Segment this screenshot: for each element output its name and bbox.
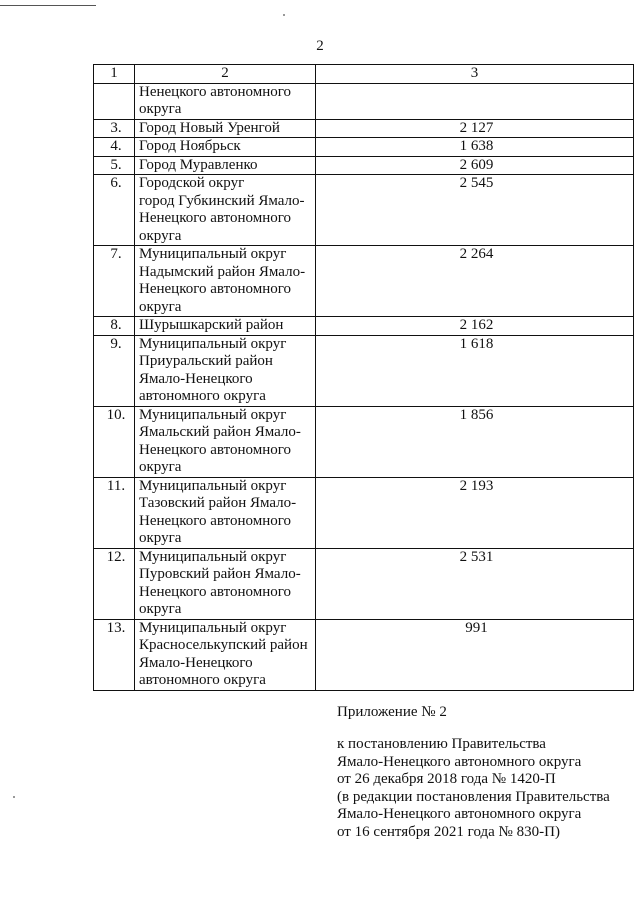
row-value: 991 bbox=[316, 619, 634, 690]
municipality-name: Город Новый Уренгой bbox=[135, 119, 316, 138]
table-row bbox=[94, 406, 634, 477]
table-row bbox=[94, 83, 634, 119]
row-number: 13. bbox=[94, 619, 135, 690]
row-number: 8. bbox=[94, 317, 135, 336]
row-value: 2 545 bbox=[316, 175, 634, 246]
municipality-table bbox=[93, 64, 634, 691]
row-number bbox=[94, 83, 135, 119]
municipality-name: Муниципальный округ Пуровский район Ямало- Ненецкого автономного округа bbox=[135, 548, 316, 619]
row-number: 11. bbox=[94, 477, 135, 548]
row-value bbox=[316, 83, 634, 119]
row-value: 2 531 bbox=[316, 548, 634, 619]
header-col-3: 3 bbox=[316, 65, 634, 84]
header-col-1: 1 bbox=[94, 65, 135, 84]
scan-artifact-line bbox=[0, 5, 96, 6]
table-row bbox=[94, 175, 634, 246]
row-number: 4. bbox=[94, 138, 135, 157]
appendix-line: Ямало-Ненецкого автономного округа bbox=[337, 753, 582, 770]
appendix-reference bbox=[337, 736, 637, 841]
municipality-name: Муниципальный округ Ямальский район Ямало- Ненецкого автономного округа bbox=[135, 406, 316, 477]
row-value: 1 618 bbox=[316, 335, 634, 406]
appendix-line: к постановлению Правительства bbox=[337, 736, 546, 752]
municipality-name: Ненецкого автономного округа bbox=[135, 83, 316, 119]
scan-artifact-dot bbox=[13, 796, 15, 798]
table-row bbox=[94, 477, 634, 548]
header-col-2: 2 bbox=[135, 65, 316, 84]
table-row bbox=[94, 619, 634, 690]
row-number: 10. bbox=[94, 406, 135, 477]
page-number: 2 bbox=[316, 38, 324, 54]
appendix-line: (в редакции постановления Правительства bbox=[337, 788, 610, 805]
row-number: 7. bbox=[94, 246, 135, 317]
row-value: 2 264 bbox=[316, 246, 634, 317]
row-value: 1 856 bbox=[316, 406, 634, 477]
row-value: 2 127 bbox=[316, 119, 634, 138]
table-row bbox=[94, 548, 634, 619]
row-number: 6. bbox=[94, 175, 135, 246]
row-number: 12. bbox=[94, 548, 135, 619]
municipality-name: Муниципальный округ Приуральский район Ямало-Ненецкого автономного округа bbox=[135, 335, 316, 406]
row-value: 2 609 bbox=[316, 156, 634, 175]
table-row bbox=[94, 138, 634, 157]
appendix-line: от 16 сентября 2021 года № 830-П) bbox=[337, 823, 560, 840]
table-row bbox=[94, 156, 634, 175]
table-row bbox=[94, 246, 634, 317]
table-row bbox=[94, 317, 634, 336]
row-value: 1 638 bbox=[316, 138, 634, 157]
municipality-name: Муниципальный округ Надымский район Ямало- Ненецкого автономного округа bbox=[135, 246, 316, 317]
municipality-name: Муниципальный округ Тазовский район Ямало- Ненецкого автономного округа bbox=[135, 477, 316, 548]
municipality-name: Муниципальный округ Красноселькупский район Ямало-Ненецкого автономного округа bbox=[135, 619, 316, 690]
municipality-name: Городской округ город Губкинский Ямало- Ненецкого автономного округа bbox=[135, 175, 316, 246]
row-number: 5. bbox=[94, 156, 135, 175]
table-row bbox=[94, 119, 634, 138]
appendix-line: от 26 декабря 2018 года № 1420-П bbox=[337, 771, 556, 787]
row-value: 2 193 bbox=[316, 477, 634, 548]
row-value: 2 162 bbox=[316, 317, 634, 336]
municipality-name: Город Муравленко bbox=[135, 156, 316, 175]
municipality-name: Город Ноябрьск bbox=[135, 138, 316, 157]
row-number: 9. bbox=[94, 335, 135, 406]
appendix-title: Приложение № 2 bbox=[337, 704, 447, 720]
municipality-name: Шурышкарский район bbox=[135, 317, 316, 336]
row-number: 3. bbox=[94, 119, 135, 138]
scan-artifact-dot bbox=[283, 14, 285, 16]
appendix-line: Ямало-Ненецкого автономного округа bbox=[337, 806, 582, 822]
table-header-row bbox=[94, 65, 634, 84]
table-row bbox=[94, 335, 634, 406]
